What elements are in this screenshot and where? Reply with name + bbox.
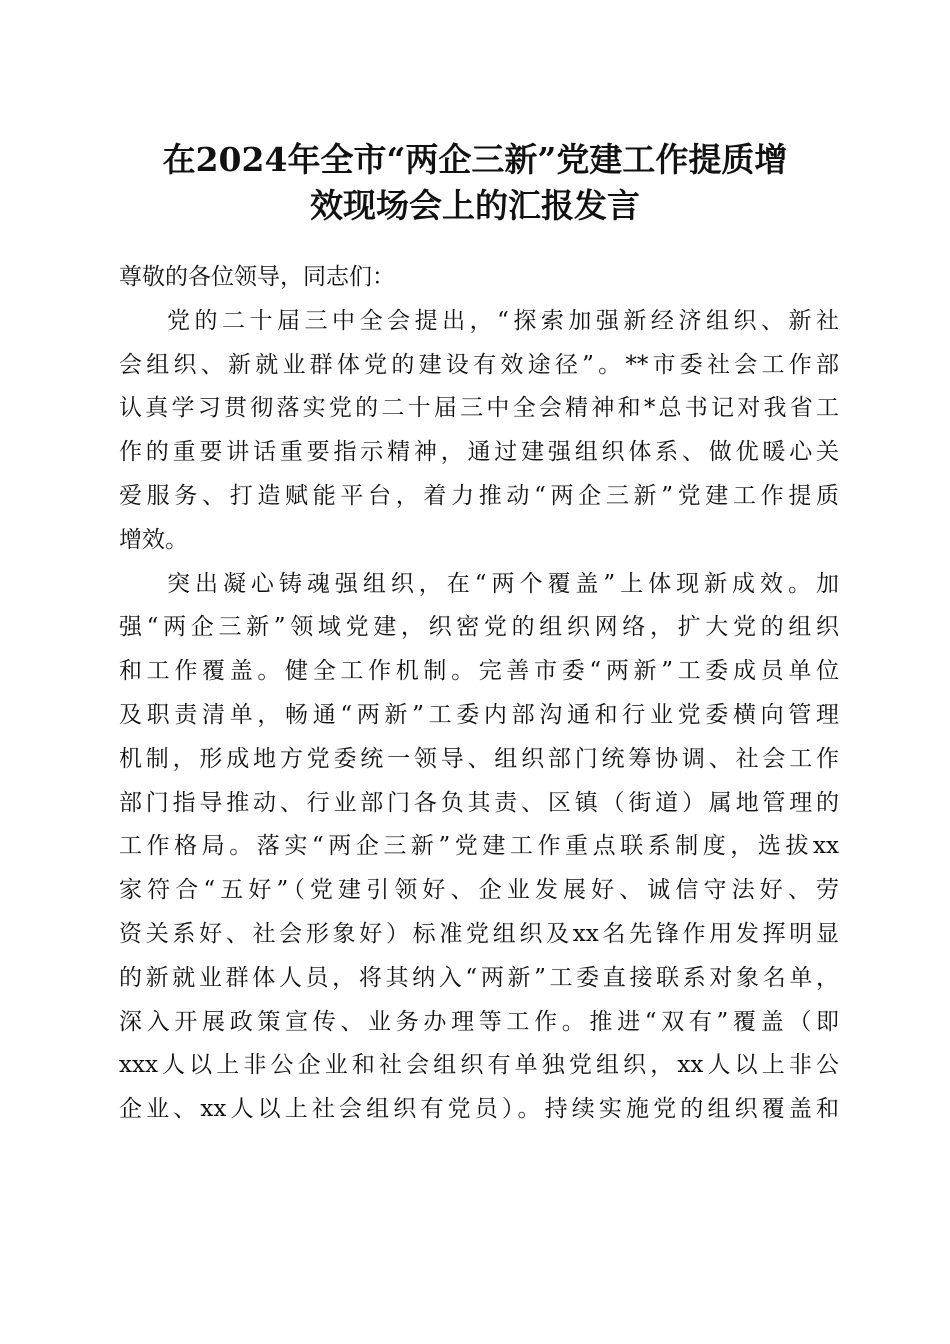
paragraph-line: xxx人以上非公企业和社会组织有单独党组织，xx人以上非公: [119, 1052, 839, 1079]
document-body: [119, 256, 839, 1132]
paragraph-line: 爱服务、打造赋能平台，着力推动“两企三新”党建工作提质: [119, 482, 839, 509]
paragraph-line: 部门指导推动、行业部门各负其责、区镇（街道）属地管理的: [119, 789, 839, 816]
paragraph-line: 机制，形成地方党委统一领导、组织部门统筹协调、社会工作: [119, 745, 839, 772]
paragraph-line: 家符合“五好”（党建引领好、企业发展好、诚信守法好、劳: [119, 877, 839, 904]
paragraph-line: 工作格局。落实“两企三新”党建工作重点联系制度，选拔xx: [119, 833, 839, 860]
paragraph-line: 的新就业群体人员，将其纳入“两新”工委直接联系对象名单，: [119, 964, 839, 991]
paragraph-2: [119, 563, 839, 1132]
paragraph-line: 增效。: [119, 526, 188, 553]
paragraph-line: 突出凝心铸魂强组织，在“两个覆盖”上体现新成效。加: [167, 570, 839, 597]
paragraph-line: 党的二十届三中全会提出，“探索加强新经济组织、新社: [167, 307, 839, 334]
paragraph-line: 及职责清单，畅通“两新”工委内部沟通和行业党委横向管理: [119, 701, 839, 728]
paragraph-line: 和工作覆盖。健全工作机制。完善市委“两新”工委成员单位: [119, 658, 839, 685]
paragraph-line: 认真学习贯彻落实党的二十届三中全会精神和*总书记对我省工: [119, 395, 839, 422]
paragraph-1: [119, 300, 839, 563]
salutation: 尊敬的各位领导，同志们：: [119, 264, 395, 290]
paragraph-line: 企业、xx人以上社会组织有党员）。持续实施党的组织覆盖和: [119, 1096, 839, 1123]
paragraph-line: 会组织、新就业群体党的建设有效途径”。**市委社会工作部: [119, 351, 839, 378]
paragraph-line: 深入开展政策宣传、业务办理等工作。推进“双有”覆盖（即: [119, 1008, 839, 1035]
paragraph-line: 资关系好、社会形象好）标准党组织及xx名先锋作用发挥明显: [119, 920, 839, 947]
title-line-2: 效现场会上的汇报发言: [310, 186, 640, 225]
title-line-1: 在2024年全市“两企三新”党建工作提质增: [162, 140, 788, 179]
paragraph-line: 作的重要讲话重要指示精神，通过建强组织体系、做优暖心关: [119, 439, 839, 466]
paragraph-line: 强“两企三新”领域党建，织密党的组织网络，扩大党的组织: [119, 614, 839, 641]
